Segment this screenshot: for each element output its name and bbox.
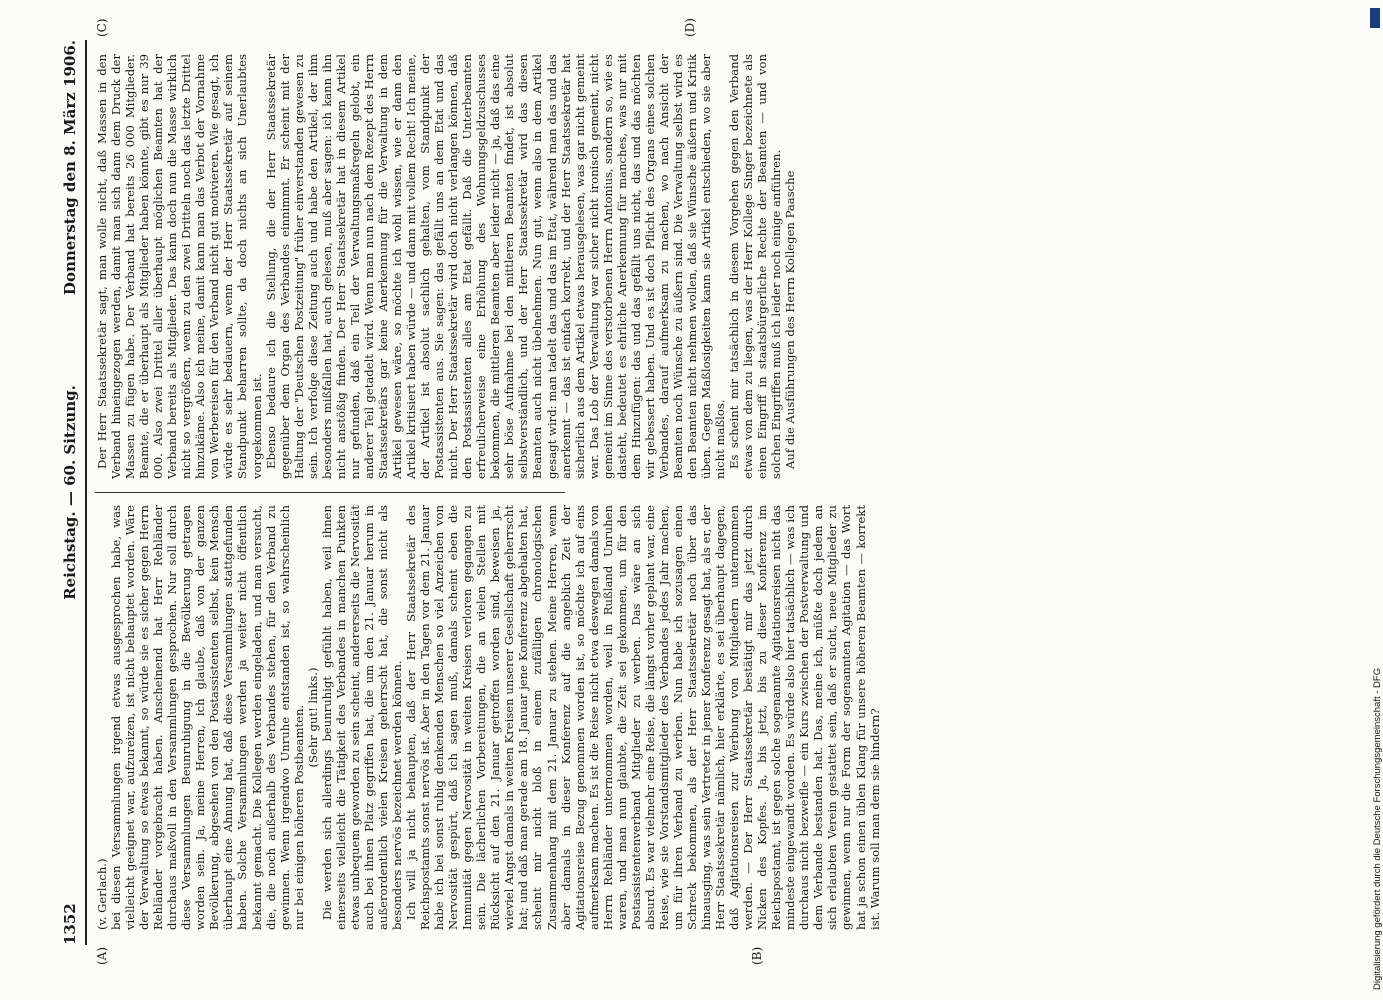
margin-marker-c: (C): [95, 18, 109, 37]
margin-marker-b: (B): [750, 946, 764, 965]
paragraph: Die werden sich allerdings beunruhigt gefühlt haben, weil ihnen einerseits vielleicht die Tätigkeit des Verbandes in manchen Punkten etwas unbequem geworden zu sein scheint, andererseits die Nervosität auch bei ihnen Platz gegriffen hat, die um den 21. Januar herum in außerordentlich vielen Kreisen geherrscht hat, die sonst nicht als besonders nervös bezeichnet werden können.: [319, 505, 404, 930]
rotated-page-content: [25, 18, 1345, 975]
margin-marker-d: (D): [683, 18, 697, 37]
session-date: Donnerstag den 8. März 1906.: [61, 40, 79, 296]
paragraph: (Sehr gut! links.): [305, 667, 320, 768]
page-header: [55, 40, 87, 945]
paragraph: Auf die Ausführungen des Herrn Kollegen Paasche: [783, 170, 798, 469]
dfg-logo: [1370, 8, 1380, 28]
session-title: Reichstag. — 60. Sitzung.: [61, 385, 79, 600]
paragraph: Es scheint mir tatsächlich in diesem Vorgehen gegen den Verband etwas von dem zu liegen, was der Herr Kollege Singer bezeichnete als einen Eingriff in staatsbürgerliche Rechte der Beamten — und von solchen Eingriffen muß ich leider noch einige anführen.: [727, 54, 784, 479]
page-number: 1352: [61, 903, 79, 945]
paragraph: bei diesen Versammlungen irgend etwas ausgesprochen habe, was vielleicht geeignet war, aufzureizen, ist nicht behauptet worden. Wäre der Verwaltung so etwas bekannt, so würde sie es sicher gegen Herrn Rehländer vorgebracht haben. Anscheinend hat Herr Rehländer durchaus maßvoll in den Versammlungen gesprochen. Nur soll durch diese Versammlungen Beunruhigung in die Bevölkerung getragen worden sein. Ja, meine Herren, ich glaube, daß von der ganzen Bevölkerung, abgesehen von den Postassistenten selbst, kein Mensch überhaupt eine Ahnung hat, daß diese Versammlungen stattgefunden haben. Solche Versammlungen werden ja weiter nicht öffentlich bekannt gemacht. Die Kollegen werden eingeladen, und man versucht, die, die noch außerhalb des Verbandes stehen, für den Verband zu gewinnen. Wenn irgendwo Unruhe entstanden ist, so wahrscheinlich nur bei einigen höheren Postbeamten.: [109, 505, 306, 930]
paragraph: Der Herr Staatssekretär sagt, man wolle nicht, daß Massen in den Verband hineingezogen werden, damit man sich dann dem Druck der Massen zu fügen habe. Der Verband hat bereits 26 000 Mitglieder. Beamte, die er überhaupt als Mitglieder haben könnte, gibt es nur 39 000. Also zwei Drittel aller überhaupt möglichen Beamten hat der Verband bereits als Mitglieder. Das kann doch nun die Masse wirklich nicht so vergrößern, wenn zu den zwei Dritteln noch das letzte Drittel hinzukäme. Also ich meine, damit kann man das Verbot der Vornahme von Werbereisen für den Verband nicht gut motivieren. Wie gesagt, ich würde es sehr bedauern, wenn der Herr Staatssekretär auf seinem Standpunkt beharren sollte, da doch nichts an sich Unerlaubtes vorgekommen ist.: [95, 54, 264, 479]
column-divider: [95, 492, 565, 493]
paragraph: (v. Gerlach.): [95, 858, 109, 930]
margin-marker-a: (A): [95, 946, 109, 965]
paragraph: Ich will ja nicht behaupten, daß der Herr Staatssekretär des Reichspostamts sonst nervös ist. Aber in den Tagen vor dem 21. Januar habe ich bei sonst ruhig denkenden Menschen so viel Anzeichen von Nervosität gespürt, daß ich sagen muß, damals scheint eben die Immunität gegen Nervosität in weiten Kreisen verloren gegangen zu sein. Die lächerlichen Vorbereitungen, die an vielen Stellen mit Rücksicht auf den 21. Januar getroffen worden sind, beweisen ja, wieviel Angst damals in weiten Kreisen unserer Gesellschaft geherrscht hat; und daß man gerade am 18. Januar jene Konferenz abgehalten hat, scheint mir nicht bloß in einem zufälligen chronologischen Zusammenhang mit dem 21. Januar zu stehen. Meine Herren, wenn aber damals in dieser Konferenz auf die angeblich Zeit der Agitationsreise Bezug genommen worden ist, so möchte ich auf eins aufmerksam machen. Es ist die Reise nicht etwa deswegen damals von Herrn Rehländer unternommen worden, weil in Rußland Unruhen waren, und man nun glaubte, die Zeit sei gekommen, um für den Postassistentenverband Mitglieder zu werben. Das wäre an sich absurd. Es war vielmehr eine Reise, die längst vorher geplant war, eine Reise, wie sie Vorstandsmitglieder des Verbandes jedes Jahr machen, um für ihren Verband zu werben. Nun habe ich sozusagen einen Schreck bekommen, als der Herr Staatssekretär noch über das hinausging, was sein Vertreter in jener Konferenz gesagt hat, als er, der Herr Staatssekretär nämlich, hier erklärte, es sei überhaupt dagegen, daß Agitationsreisen zur Werbung von Mitgliedern unternommen werden. — Der Herr Staatssekretär bestätigt mir das jetzt durch Nicken des Kopfes. Ja, bis jetzt, bis zu dieser Konferenz im Reichspostamt, ist gegen solche sogenannte Agitationsreisen nicht das mindeste eingewandt worden. Es würde also hier tatsächlich — was ich durchaus nicht bezweifle — ein Kurs zwischen der Postverwaltung und dem Verbande bestanden hat. Das, meine ich, müßte doch jedem an sich erlaubten Verein gestattet sein, daß er sucht, neue Mitglieder zu gewinnen, wenn nur die Form der sogenannten Agitation — das Wort hat ja schon einen üblen Klang für unsere höheren Beamten — korrekt ist. Warum soll man dem sie hindern?: [404, 505, 882, 930]
left-column: [95, 505, 882, 930]
paragraph: Ebenso bedaure ich die Stellung, die der Herr Staatssekretär gegenüber dem Organ des Verbandes einnimmt. Er scheint mit der Haltung der "Deutschen Postzeitung" früher einverstanden gewesen zu sein. Ich verfolge diese Zeitung auch und habe den Artikel, der ihm besonders mißfallen hat, auch gelesen, muß aber sagen: ich kann ihn nicht anstößig finden. Der Herr Staatssekretär hat in diesem Artikel nur gefunden, daß ein Teil der Verwaltungsmaßregeln gelobt, ein anderer Teil getadelt wird. Wenn man nun nach dem Rezept des Herrn Staatssekretärs gar keine Anerkennung für die Verwaltung in dem Artikel gewesen wäre, so möchte ich wohl wissen, wie er dann den Artikel kritisiert haben würde — und dann mit vollem Recht! Ich meine, der Artikel ist absolut sachlich gehalten, vom Standpunkt der Postassistenten aus. Sie sagen: das gefällt uns an dem Etat und das nicht. Der Herr Staatssekretär wird doch nicht verlangen können, daß den Postassistenten alles am Etat gefällt. Daß die Unterbeamten erfreulicherweise eine Erhöhung des Wohnungsgeldzuschusses bekommen, die mittleren Beamten aber leider nicht — ja, daß das eine sehr böse Aufnahme bei den mittleren Beamten findet, ist absolut selbstverständlich, und der Herr Staatssekretär wird das diesen Beamten auch nicht übelnehmen. Nun gut, wenn also in dem Artikel gesagt wird: man tadelt das und das im Etat, während man das und das anerkennt — das ist einfach korrekt, und der Herr Staatssekretär hat sicherlich aus dem Artikel etwas herausgelesen, was gar nicht gemeint war. Das Lob der Verwaltung war sicher nicht ironisch gemeint, nicht gemeint im Sinne des verstorbenen Herrn Antonius, sondern so, wie es dasteht, bedeutet es ehrliche Anerkennung für manches, was nur mit dem Hinzufügen: das und das gefällt uns nicht, das und das möchten wir gebessert haben. Und es ist doch Pflicht des Organs eines solchen Verbandes, darauf aufmerksam zu machen, wo nach Ansicht der Beamten noch Wünsche zu äußern sind. Die Verwaltung selbst wird es den Beamten nicht nehmen wollen, daß sie Wünsche äußern und Kritik üben. Gegen Maßlosigkeiten kann sie Artikel entschieden, wo sie aber nicht maßlos.: [263, 54, 728, 479]
digitization-credit: Digitalisierung gefördert durch die Deutsche Forschungsgemeinschaft - DFG: [1372, 667, 1383, 990]
right-column: [95, 54, 797, 479]
